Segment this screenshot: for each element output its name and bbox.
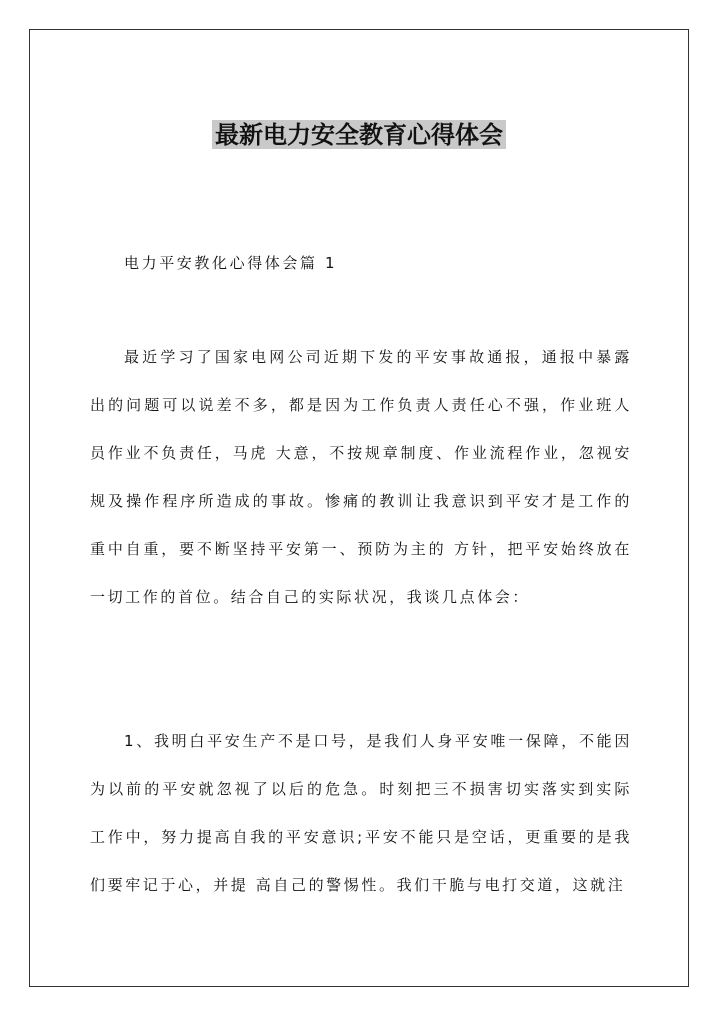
body-paragraph-point-1: 1、我明白平安生产不是口号，是我们人身平安唯一保障，不能因为以前的平安就忽视了以后的危急。时刻把三不损害切实落实到实际工作中，努力提高自我的平安意识;平安不能只是空话，更重要的是我们要牢记于心，并提 高自己的警惕性。我们干脆与电打交道，这就注 <box>90 732 632 894</box>
document-title <box>30 118 688 152</box>
body-paragraph-intro: 最近学习了国家电网公司近期下发的平安事故通报，通报中暴露出的问题可以说差不多，都是因为工作负责人责任心不强，作业班人员作业不负责任，马虎 大意，不按规章制度、作业流程作业，忽视安规及操作程序所造成的事故。惨痛的教训让我意识到平安才是工作的重中自重，要不断坚持平安第一、预防为主的 方针，把平安始终放在一切工作的首位。结合自己的实际状况，我谈几点体会： <box>90 348 632 606</box>
section-heading: 电力平安教化心得体会篇 1 <box>124 254 338 272</box>
document-title-text: 最新电力安全教育心得体会 <box>212 120 506 149</box>
